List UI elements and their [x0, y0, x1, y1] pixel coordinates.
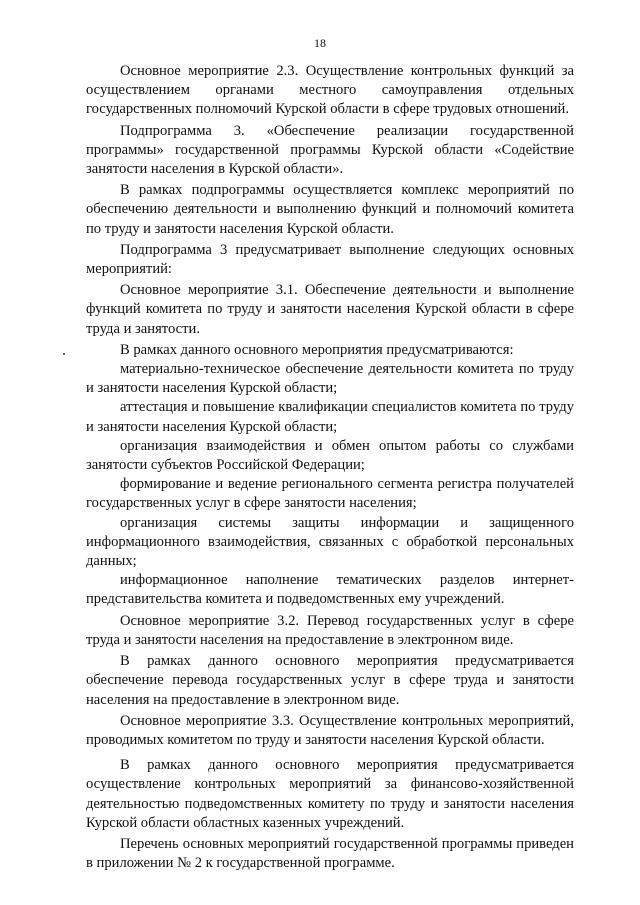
- list-item-registry: формирование и ведение регионального сегмента регистра получателей государственных услуг в сфере занятости населения;: [86, 476, 574, 512]
- paragraph-activity-3-3: Основное мероприятие 3.3. Осуществление контрольных мероприятий, проводимых комитетом по труду и занятости населения Курской области.: [86, 712, 574, 748]
- list-item-data-protection: организация системы защиты информации и защищенного информационного взаимодействия, связанных с обработкой персональных данных;: [86, 514, 574, 570]
- paragraph-activity-3-1-intro: В рамках данного основного мероприятия предусматриваются:: [120, 341, 514, 358]
- paragraph-activity-2-3: Основное мероприятие 2.3. Осуществление контрольных функций за осуществлением органами местного самоуправления отдельных государственных полномочий Курской области в сфере трудовых отношений.: [86, 63, 574, 118]
- page-number: 18: [314, 36, 326, 50]
- paragraph-activity-3-1: Основное мероприятие 3.1. Обеспечение деятельности и выполнение функций комитета по труду и занятости населения Курской области в сфере труда и занятости.: [86, 282, 574, 337]
- list-item-cooperation: организация взаимодействия и обмен опытом работы со службами занятости субъектов Российской Федерации;: [86, 437, 574, 474]
- paragraph-activity-3-3-details: В рамках данного основного мероприятия предусматривается осуществление контрольных мероприятий за финансово-хозяйственной деятельностью подведомственных комитету по труду и занятости населения Курской области областных казенных учреждений.: [86, 757, 574, 831]
- paragraph-activities-list-reference: Перечень основных мероприятий государственной программы приведен в приложении № 2 к государственной программе.: [86, 835, 574, 872]
- document-body: [86, 62, 574, 875]
- list-item-web-content: информационное наполнение тематических разделов интернет-представительства комитета и подведомственных ему учреждений.: [86, 572, 574, 608]
- list-item-material-support: материально-техническое обеспечение деятельности комитета по труду и занятости населения Курской области;: [86, 361, 574, 397]
- paragraph-activity-3-2: Основное мероприятие 3.2. Перевод государственных услуг в сфере труда и занятости населения на предоставление в электронном виде.: [86, 612, 574, 648]
- paragraph-activity-3-2-details: В рамках данного основного мероприятия предусматривается обеспечение перевода государственных услуг в сфере труда и занятости населения на предоставление в электронном виде.: [86, 653, 574, 708]
- scan-artifact-dot: [63, 353, 65, 355]
- paragraph-subprogram-3-title: Подпрограмма 3. «Обеспечение реализации государственной программы» государственной программы Курской области «Содействие занятости населения в Курской области».: [86, 122, 574, 178]
- list-item-attestation: аттестация и повышение квалификации специалистов комитета по труду и занятости населения Курской области;: [86, 399, 574, 435]
- paragraph-subprogram-3-scope: В рамках подпрограммы осуществляется комплекс мероприятий по обеспечению деятельности и выполнению функций и полномочий комитета по труду и занятости населения Курской области.: [86, 182, 574, 237]
- paragraph-subprogram-3-activities-intro: Подпрограмма 3 предусматривает выполнение следующих основных мероприятий:: [86, 241, 574, 278]
